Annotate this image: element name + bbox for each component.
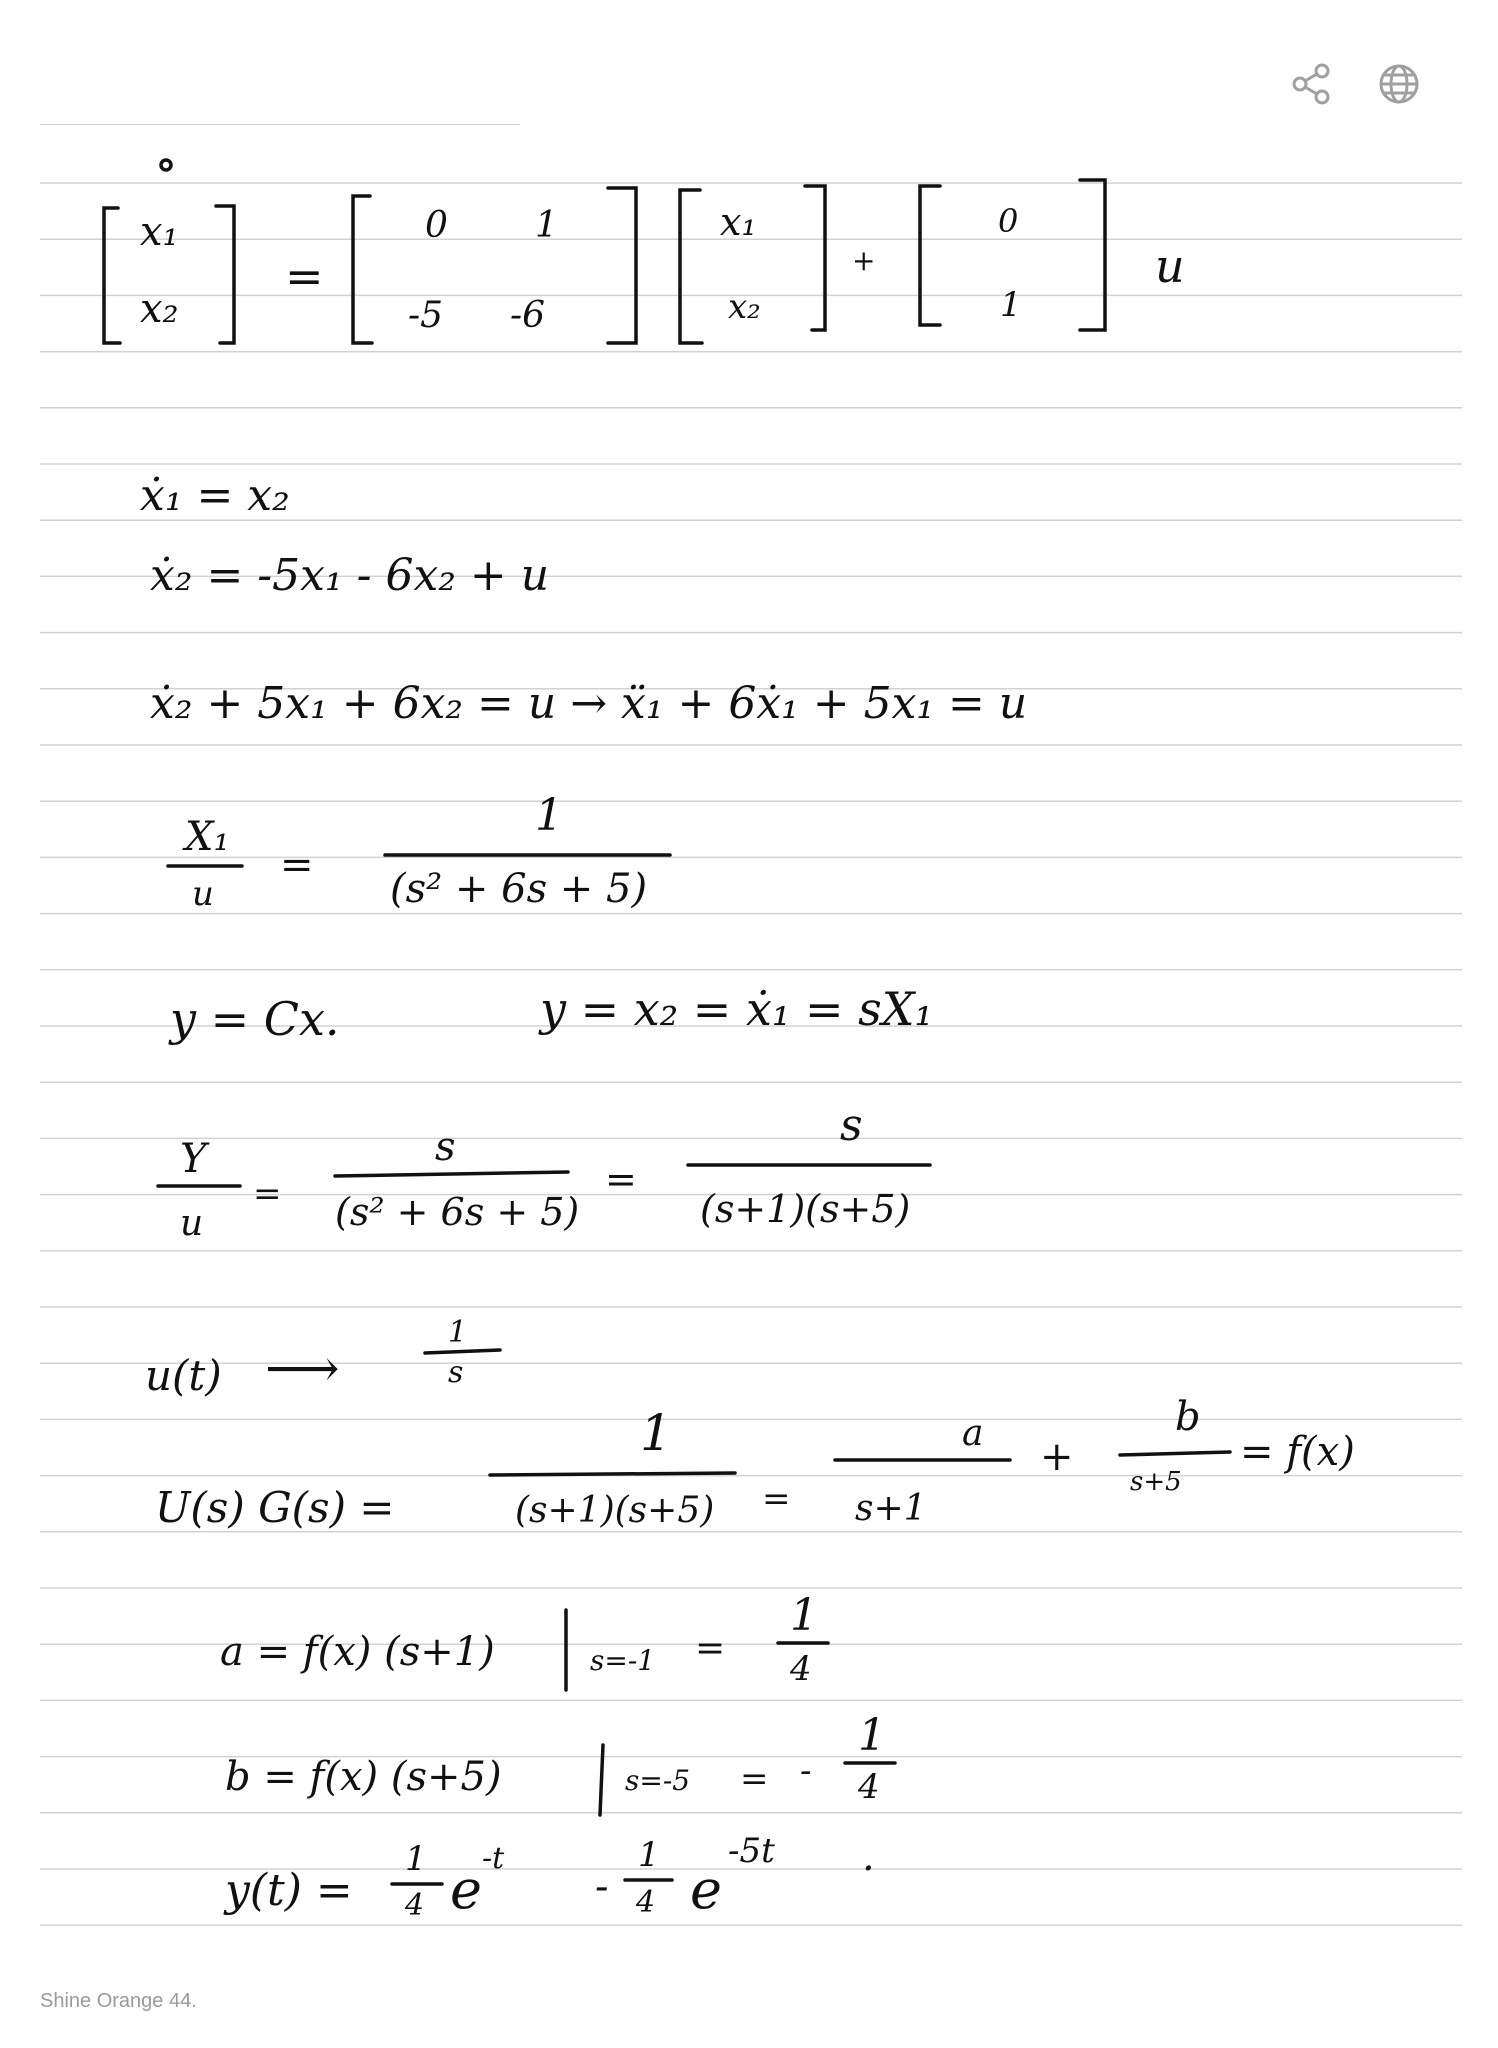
b-sub: s=-5: [625, 1764, 691, 1797]
equals-sign: =: [285, 249, 324, 303]
tf1-num: 1: [535, 790, 563, 841]
tf2-mid-den: (s² + 6s + 5): [335, 1190, 580, 1234]
y-c1-den: 4: [405, 1888, 425, 1923]
step-den: s: [448, 1355, 464, 1390]
y-c2-num: 1: [638, 1835, 660, 1875]
tf2-mid-num: s: [435, 1124, 456, 1170]
lhs-x2: x₂: [140, 286, 179, 332]
equals-sign: =: [253, 1174, 282, 1214]
b-num: 1: [858, 1710, 886, 1761]
pf-plus: +: [1040, 1434, 1074, 1480]
matrix-a12: 1: [535, 205, 558, 246]
equals-sign: =: [762, 1479, 791, 1519]
matrix-a11: 0: [425, 205, 448, 246]
equals-sign: =: [740, 1759, 769, 1799]
eq-output-sub: y = x₂ = ẋ₁ = sX₁: [540, 982, 933, 1036]
y-c2-den: 4: [636, 1885, 656, 1920]
pf-a-num: a: [962, 1413, 984, 1454]
step-lhs: u(t): [145, 1351, 222, 1400]
tf1-den: (s² + 6s + 5): [390, 866, 648, 912]
tf1-lhs-num: X₁: [185, 814, 230, 860]
eq-output: y = Cx.: [170, 992, 340, 1046]
vec-x2: x₂: [728, 287, 761, 327]
equals-sign: =: [695, 1628, 726, 1669]
vec-x1: x₁: [720, 200, 757, 244]
a-num: 1: [790, 1590, 818, 1641]
pf-den: (s+1)(s+5): [515, 1490, 715, 1531]
y-e1-exp: -t: [482, 1841, 505, 1876]
y-lhs: y(t) =: [225, 1865, 353, 1916]
fraction-bar: [335, 1172, 568, 1176]
derivative-dot: [161, 160, 171, 170]
step-num: 1: [448, 1315, 468, 1350]
eq-x1dot: ẋ₁ = x₂: [140, 470, 290, 521]
y-end: .: [862, 1834, 875, 1880]
tf2-rhs-den: (s+1)(s+5): [700, 1187, 911, 1231]
pf-b-num: b: [1175, 1394, 1201, 1440]
y-c1-num: 1: [405, 1839, 427, 1879]
tf2-rhs-num: s: [840, 1100, 863, 1151]
b-vector-bottom: 1: [1000, 285, 1022, 325]
tf1-lhs-den: u: [192, 874, 214, 914]
pf-num: 1: [640, 1404, 672, 1462]
bracket-left: [920, 186, 940, 325]
pf-rhs: = f(x): [1240, 1429, 1355, 1475]
fraction-bar: [425, 1350, 500, 1353]
bracket-right: [216, 206, 234, 343]
step-arrow: ⟶: [265, 1339, 340, 1399]
equals-sign: =: [280, 842, 314, 888]
matrix-a22: -6: [510, 295, 546, 336]
equals-sign: =: [605, 1157, 637, 1201]
y-e2: e: [690, 1858, 722, 1921]
matrix-a21: -5: [408, 295, 444, 336]
lhs-x1: x₁: [140, 209, 179, 255]
a-sub: s=-1: [590, 1644, 656, 1677]
bracket-left: [353, 196, 372, 343]
pf-lhs: U(s) G(s) =: [155, 1483, 395, 1532]
b-den: 4: [858, 1767, 880, 1807]
b-eq: b = f(x) (s+5): [225, 1754, 502, 1800]
bracket-right: [1080, 180, 1105, 330]
input-u: u: [1155, 239, 1185, 293]
bracket-right: [608, 188, 636, 343]
tf2-lhs-num: Y: [180, 1136, 207, 1182]
eq-ode: ẋ₂ + 5x₁ + 6x₂ = u → ẍ₁ + 6ẋ₁ + 5x₁ = u: [150, 678, 1028, 729]
y-e2-exp: -5t: [728, 1831, 775, 1871]
tf2-lhs-den: u: [180, 1203, 204, 1244]
eq-x2dot: ẋ₂ = -5x₁ - 6x₂ + u: [150, 550, 550, 601]
a-eq: a = f(x) (s+1): [220, 1629, 495, 1675]
fraction-bar: [490, 1473, 735, 1475]
b-vector-top: 0: [998, 202, 1019, 240]
footer-caption: Shine Orange 44.: [40, 1990, 197, 2012]
b-sign: -: [800, 1751, 812, 1791]
pf-b-den: s+5: [1130, 1467, 1182, 1497]
bracket-left: [680, 190, 702, 343]
fraction-bar: [1120, 1452, 1230, 1455]
bracket-right: [805, 186, 825, 330]
y-minus: -: [595, 1864, 609, 1910]
y-e1: e: [450, 1858, 482, 1921]
plus-sign: +: [852, 244, 876, 277]
a-den: 4: [790, 1649, 812, 1689]
pf-a-den: s+1: [855, 1488, 927, 1529]
evaluation-bar: [600, 1745, 603, 1815]
bracket-left: [104, 208, 120, 343]
